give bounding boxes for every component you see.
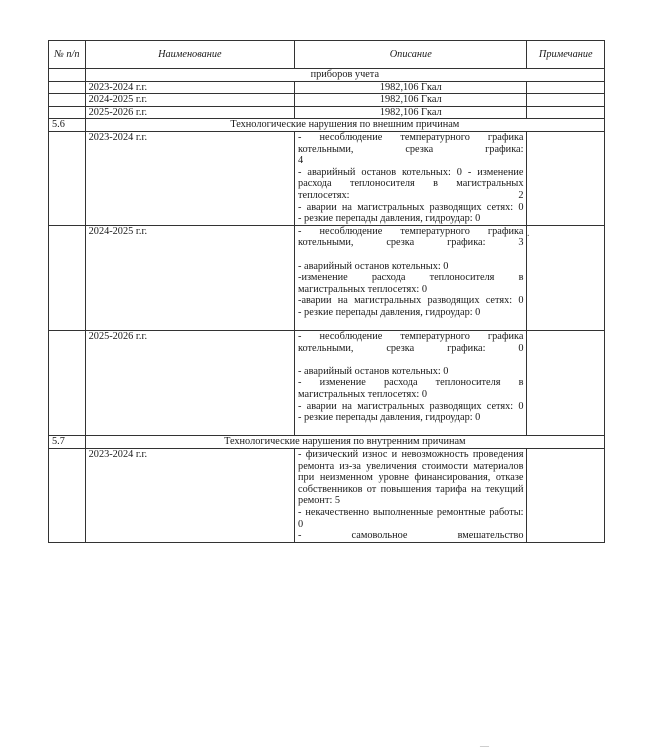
page-footer-mark: — bbox=[480, 741, 489, 751]
meter-value: 1982,106 Гкал bbox=[295, 94, 527, 107]
description-line: - самовольное вмешательство bbox=[298, 530, 524, 542]
description-line: - аварийный останов котельных: 0 - изменение расхода теплоносителя в магистральных теплосетях: 2 bbox=[298, 166, 524, 201]
description-line: -аварии на магистральных разводящих сетях: 0 bbox=[298, 295, 524, 307]
description-cell bbox=[295, 131, 527, 225]
table-row bbox=[49, 225, 605, 330]
description-line: - несоблюдение температурного графика котельными, срезка графика: 0 bbox=[298, 331, 524, 354]
description-line: - резкие перепады давления, гидроудар: 0 bbox=[298, 412, 481, 424]
description-line: - несоблюдение температурного графика котельными, срезка графика: 3 bbox=[298, 225, 524, 249]
section-number: 5.7 bbox=[49, 436, 86, 449]
description-line: - аварийный останов котельных: 0 bbox=[298, 365, 449, 377]
description-line: - аварии на магистральных разводящих сетях: 0 bbox=[298, 201, 524, 213]
description-line: 4 bbox=[298, 155, 304, 167]
section-title: Технологические нарушения по внутренним причинам bbox=[85, 436, 604, 449]
period-cell: 2023-2024 г.г. bbox=[85, 131, 294, 225]
meter-row bbox=[49, 94, 605, 107]
document-page bbox=[48, 40, 605, 543]
meter-period: 2023-2024 г.г. bbox=[85, 81, 294, 94]
description-line bbox=[298, 354, 523, 366]
description-line: -изменение расхода теплоносителя в магистральных теплосетях: 0 bbox=[298, 272, 524, 295]
description-cell bbox=[295, 449, 527, 543]
section-heading-row bbox=[49, 436, 605, 449]
header-name: Наименование bbox=[85, 41, 294, 69]
header-desc: Описание bbox=[295, 41, 527, 69]
continuation-text: приборов учета bbox=[85, 69, 604, 82]
period-cell: 2025-2026 г.г. bbox=[85, 331, 294, 436]
meter-period: 2024-2025 г.г. bbox=[85, 94, 294, 107]
description-line bbox=[298, 249, 523, 261]
table-row bbox=[49, 331, 605, 436]
section-title: Технологические нарушения по внешним причинам bbox=[85, 119, 604, 132]
description-line: - резкие перепады давления, гидроудар: 0 bbox=[298, 306, 481, 318]
description-cell bbox=[295, 225, 527, 330]
description-cell bbox=[295, 331, 527, 436]
continuation-row bbox=[49, 69, 605, 82]
meter-value: 1982,106 Гкал bbox=[295, 106, 527, 119]
description-line: - резкие перепады давления, гидроудар: 0 bbox=[298, 213, 481, 225]
period-cell: 2023-2024 г.г. bbox=[85, 449, 294, 543]
stray-mark: . bbox=[527, 228, 530, 239]
description-line: - аварии на магистральных разводящих сетях: 0 bbox=[298, 400, 524, 412]
header-num: № п/п bbox=[49, 41, 86, 69]
table-row bbox=[49, 131, 605, 225]
report-table bbox=[48, 40, 605, 543]
section-heading-row bbox=[49, 119, 605, 132]
table-header-row bbox=[49, 41, 605, 69]
description-line: - изменение расхода теплоносителя в магистральных теплосетях: 0 bbox=[298, 377, 524, 401]
header-note: Примечание bbox=[527, 41, 605, 69]
section-number: 5.6 bbox=[49, 119, 86, 132]
meter-row bbox=[49, 106, 605, 119]
meter-value: 1982,106 Гкал bbox=[295, 81, 527, 94]
period-cell: 2024-2025 г.г. bbox=[85, 225, 294, 330]
description-line: - некачественно выполненные ремонтные работы: 0 bbox=[298, 506, 524, 530]
description-line: - аварийный останов котельных: 0 bbox=[298, 260, 449, 272]
description-line: - физический износ и невозможность проведения ремонта из-за увеличения стоимости материалов при неизменном уровне финансирования, отказе собственников от повышения тарифа на текущий ремонт: 5 bbox=[298, 449, 524, 507]
table-row bbox=[49, 449, 605, 543]
description-line: - несоблюдение температурного графика котельными, срезка графика: bbox=[298, 131, 524, 155]
meter-period: 2025-2026 г.г. bbox=[85, 106, 294, 119]
meter-row bbox=[49, 81, 605, 94]
